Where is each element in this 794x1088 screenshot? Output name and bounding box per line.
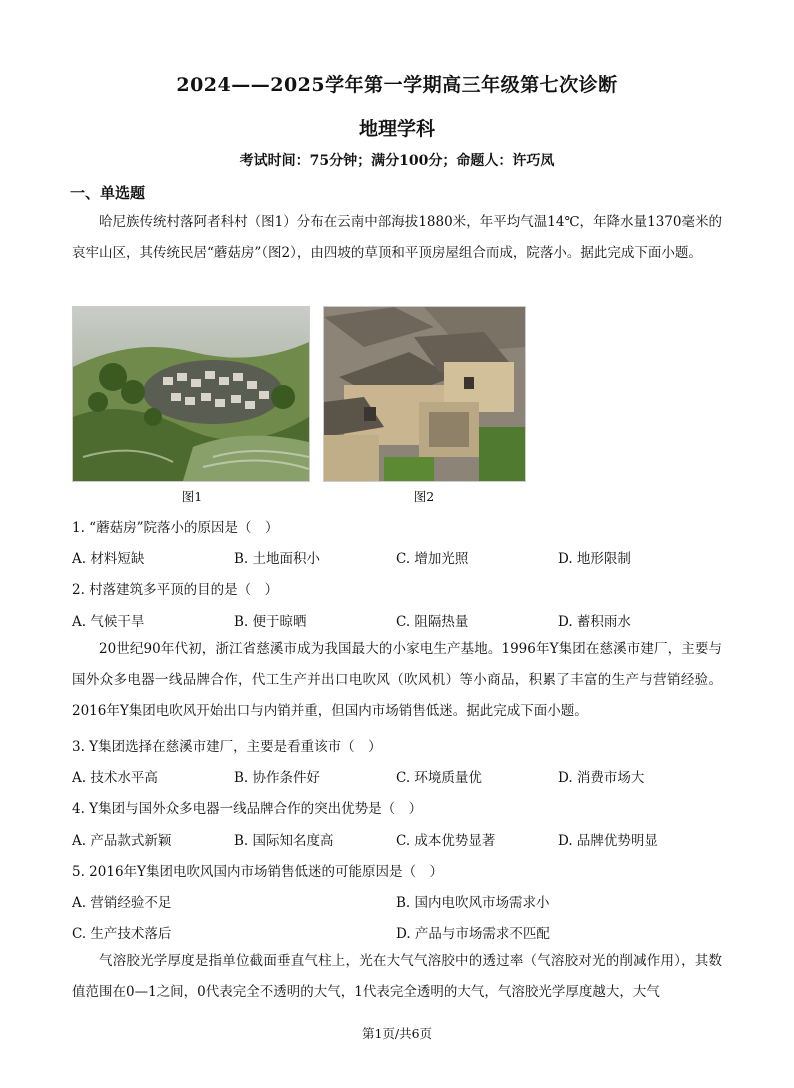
section-heading: 一、单选题 (70, 184, 146, 202)
question-4-option-a[interactable]: A. 产品款式新颖 (72, 833, 172, 849)
question-3-option-a[interactable]: A. 技术水平高 (72, 770, 158, 786)
mushroom-house-illustration (324, 307, 525, 481)
village-aerial-illustration (73, 307, 309, 481)
question-3-option-d[interactable]: D. 消费市场大 (558, 770, 645, 786)
figure-2-caption: 图2 (413, 489, 435, 504)
figure-1-image (72, 306, 310, 482)
question-1-stem: 1. “蘑菇房”院落小的原因是（ ） (72, 520, 279, 536)
question-4-stem: 4. Y集团与国外众多电器一线品牌合作的突出优势是（ ） (72, 801, 423, 817)
question-5-option-d[interactable]: D. 产品与市场需求不匹配 (396, 926, 550, 942)
question-5-stem: 5. 2016年Y集团电吹风国内市场销售低迷的可能原因是（ ） (72, 864, 443, 880)
question-2-option-d[interactable]: D. 蓄积雨水 (558, 614, 631, 630)
passage-1: 哈尼族传统村落阿者科村（图1）分布在云南中部海拔1880米，年平均气温14℃，年降水量1370毫米的哀牢山区，其传统民居“蘑菇房”（图2），由四坡的草顶和平顶房屋组合而成，院落小。据此完成下面小题。 (72, 214, 722, 261)
question-4-option-c[interactable]: C. 成本优势显著 (396, 833, 496, 849)
passage-2: 20世纪90年代初，浙江省慈溪市成为我国最大的小家电生产基地。1996年Y集团在慈溪市建厂，主要与国外众多电器一线品牌合作，代工生产并出口电吹风（吹风机）等小商品，积累了丰富的生产与营销经验。2016年Y集团电吹风开始出口与内销并重，但国内市场销售低迷。据此完成下面小题。 (72, 641, 722, 719)
question-1-option-b[interactable]: B. 土地面积小 (234, 551, 321, 567)
question-4-option-b[interactable]: B. 国际知名度高 (234, 833, 334, 849)
question-2-option-c[interactable]: C. 阻隔热量 (396, 614, 469, 630)
page-number: 第1页/共6页 (361, 1026, 433, 1041)
question-5-option-b[interactable]: B. 国内电吹风市场需求小 (396, 895, 550, 911)
figure-1-caption: 图1 (181, 489, 203, 504)
question-1-option-c[interactable]: C. 增加光照 (396, 551, 469, 567)
question-5-option-c[interactable]: C. 生产技术落后 (72, 926, 172, 942)
question-2-option-a[interactable]: A. 气候干旱 (72, 614, 145, 630)
question-3-option-b[interactable]: B. 协作条件好 (234, 770, 321, 786)
question-1-option-d[interactable]: D. 地形限制 (558, 551, 631, 567)
subject-title: 地理学科 (358, 118, 435, 140)
exam-title: 2024——2025学年第一学期高三年级第七次诊断 (176, 74, 618, 96)
figure-2-image (323, 306, 526, 482)
question-2-option-b[interactable]: B. 便于晾晒 (234, 614, 307, 630)
passage-3: 气溶胶光学厚度是指单位截面垂直气柱上，光在大气气溶胶中的透过率（气溶胶对光的削减作用），其数值范围在0—1之间，0代表完全不透明的大气，1代表完全透明的大气，气溶胶光学厚度越大，大气 (72, 953, 722, 1000)
question-3-option-c[interactable]: C. 环境质量优 (396, 770, 482, 786)
question-1-option-a[interactable]: A. 材料短缺 (72, 551, 145, 567)
question-4-option-d[interactable]: D. 品牌优势明显 (558, 833, 658, 849)
exam-info: 考试时间：75分钟；满分100分；命题人：许巧凤 (239, 153, 555, 169)
question-5-option-a[interactable]: A. 营销经验不足 (72, 895, 172, 911)
question-2-stem: 2. 村落建筑多平顶的目的是（ ） (72, 582, 279, 598)
question-3-stem: 3. Y集团选择在慈溪市建厂，主要是看重该市（ ） (72, 739, 382, 755)
